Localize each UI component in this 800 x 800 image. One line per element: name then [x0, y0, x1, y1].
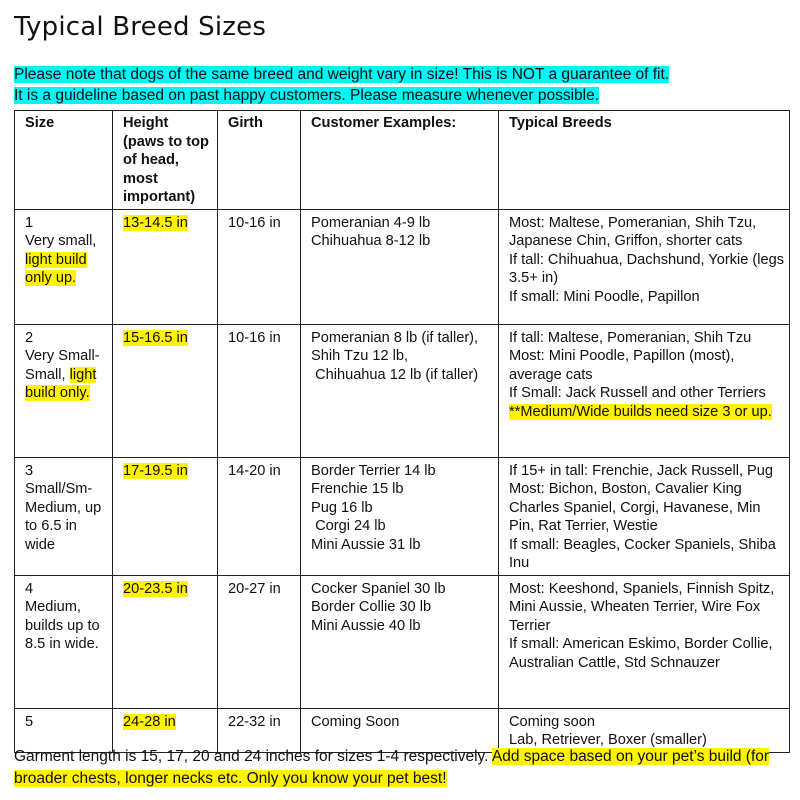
- table-row: [15, 575, 790, 708]
- header-customer-examples: Customer Examples:: [301, 111, 499, 210]
- size-description: Small/Sm-Medium, up to 6.5 in wide: [25, 481, 102, 553]
- example-item: Pomeranian 4-9 lb: [311, 214, 431, 231]
- example-item: Chihuahua 8-12 lb: [311, 233, 431, 249]
- example-item: Border Collie 30 lb: [311, 599, 432, 615]
- height-cell: [113, 457, 218, 575]
- size-description: Very small,: [25, 233, 97, 249]
- breed-line: Most: Mini Poodle, Papillon (most), average cats: [509, 348, 735, 383]
- breeds-cell: [499, 575, 790, 708]
- size-number: 4: [25, 580, 34, 597]
- table-row: [15, 209, 790, 324]
- example-item: Coming Soon: [311, 713, 400, 730]
- size-cell: [15, 575, 113, 708]
- breed-line: Most: Maltese, Pomeranian, Shih Tzu, Japanese Chin, Griffon, shorter cats: [509, 214, 757, 249]
- note-line-2: It is a guideline based on past happy customers. Please measure whenever possible.: [14, 87, 600, 104]
- footer-text: Garment length is 15, 17, 20 and 24 inches for sizes 1-4 respectively.: [14, 748, 492, 765]
- example-item: Corgi 24 lb: [311, 518, 386, 534]
- example-item: Cocker Spaniel 30 lb: [311, 580, 446, 597]
- height-cell: [113, 209, 218, 324]
- example-item: Frenchie 15 lb: [311, 481, 404, 497]
- breed-line: Most: Keeshond, Spaniels, Finnish Spitz, Mini Aussie, Wheaten Terrier, Wire Fox Terrier: [509, 580, 775, 634]
- header-height: Height (paws to top of head, most important): [113, 111, 218, 210]
- size-cell: [15, 324, 113, 457]
- header-typical-breeds: Typical Breeds: [499, 111, 790, 210]
- breed-line: Most: Bichon, Boston, Cavalier King Charles Spaniel, Corgi, Havanese, Min Pin, Rat Terrier, Westie: [509, 481, 761, 534]
- example-item: Chihuahua 12 lb (if taller): [311, 366, 479, 383]
- examples-cell: [301, 575, 499, 708]
- height-cell: [113, 324, 218, 457]
- examples-cell: [301, 209, 499, 324]
- height-value: 17-19.5 in: [123, 462, 188, 479]
- footer-highlight: Add space based on your pet’s build (for broader chests, longer necks etc. Only you know your pet best!: [14, 748, 770, 787]
- breed-line: If tall: Maltese, Pomeranian, Shih Tzu: [509, 329, 752, 346]
- example-item: Border Terrier 14 lb: [311, 462, 436, 479]
- size-cell: [15, 457, 113, 575]
- breeds-cell: [499, 324, 790, 457]
- breed-warning-highlight: **Medium/Wide builds need size 3 or up.: [509, 403, 772, 420]
- example-item: Shih Tzu 12 lb,: [311, 348, 409, 364]
- note-line-1: Please note that dogs of the same breed and weight vary in size! This is NOT a guarantee of fit.: [14, 66, 670, 83]
- example-item: Pug 16 lb: [311, 499, 373, 516]
- header-size: Size: [15, 111, 113, 210]
- table-header-row: [15, 111, 790, 210]
- breed-line: If small: Mini Poodle, Papillon: [509, 288, 700, 305]
- examples-cell: [301, 457, 499, 575]
- table-row: [15, 457, 790, 575]
- size-description-highlight: light build only.: [25, 366, 97, 401]
- breed-line: Coming soon: [509, 713, 595, 730]
- size-number: 1: [25, 214, 34, 231]
- girth-cell: 20-27 in: [218, 575, 301, 708]
- header-girth: Girth: [218, 111, 301, 210]
- examples-cell: [301, 324, 499, 457]
- size-number: 3: [25, 462, 34, 479]
- height-value: 13-14.5 in: [123, 214, 188, 231]
- breed-line: Lab, Retriever, Boxer (smaller): [509, 732, 707, 748]
- size-description: Medium, builds up to 8.5 in wide.: [25, 599, 100, 652]
- girth-cell: 22-32 in: [218, 708, 301, 752]
- breed-size-table: [14, 110, 790, 753]
- girth-cell: 10-16 in: [218, 209, 301, 324]
- size-number: 2: [25, 329, 34, 346]
- page-title: Typical Breed Sizes: [14, 12, 267, 42]
- table-row: [15, 324, 790, 457]
- height-value: 20-23.5 in: [123, 580, 188, 597]
- height-cell: [113, 575, 218, 708]
- breeds-cell: [499, 209, 790, 324]
- breed-line: If Small: Jack Russell and other Terriers: [509, 385, 766, 401]
- girth-cell: 14-20 in: [218, 457, 301, 575]
- size-number: 5: [25, 713, 34, 730]
- breed-line: If 15+ in tall: Frenchie, Jack Russell, Pug: [509, 462, 774, 479]
- height-value: 24-28 in: [123, 713, 176, 730]
- breed-line: If small: American Eskimo, Border Collie, Australian Cattle, Std Schnauzer: [509, 636, 773, 671]
- breed-line: If small: Beagles, Cocker Spaniels, Shiba Inu: [509, 536, 776, 571]
- example-item: Mini Aussie 40 lb: [311, 617, 421, 634]
- size-description: Very Small-Small,: [25, 348, 100, 383]
- example-item: Pomeranian 8 lb (if taller),: [311, 329, 479, 346]
- disclaimer-note: [14, 64, 794, 106]
- size-cell: [15, 209, 113, 324]
- size-description-highlight: light build only up.: [25, 251, 87, 286]
- girth-cell: 10-16 in: [218, 324, 301, 457]
- height-value: 15-16.5 in: [123, 329, 188, 346]
- garment-length-note: [14, 746, 796, 790]
- breed-line: If tall: Chihuahua, Dachshund, Yorkie (legs 3.5+ in): [509, 251, 785, 286]
- example-item: Mini Aussie 31 lb: [311, 536, 421, 553]
- breeds-cell: [499, 457, 790, 575]
